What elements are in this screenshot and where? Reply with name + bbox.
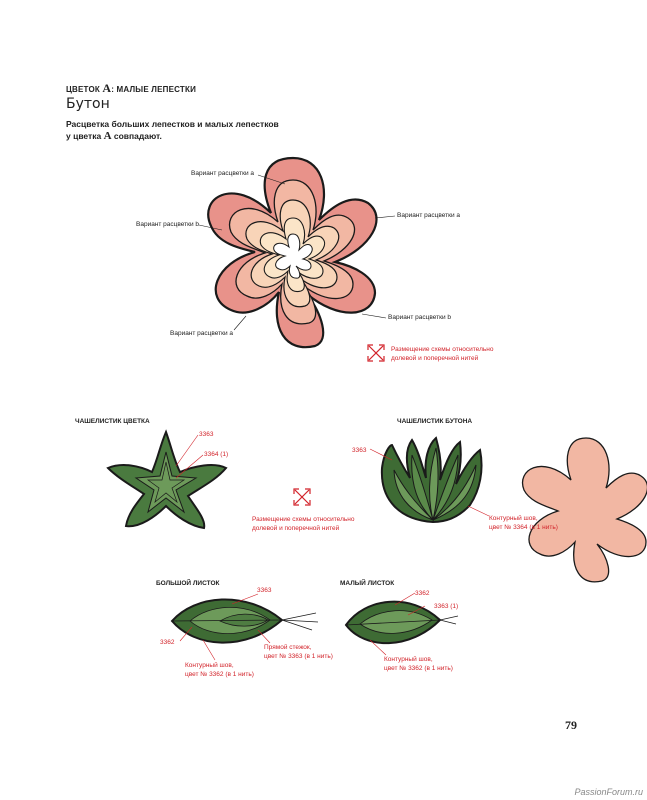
small-leaf-title: МАЛЫЙ ЛИСТОК — [340, 580, 395, 587]
flower-sepal-code2: 3364 (1) — [204, 451, 229, 458]
pointer-bottom-right — [362, 314, 386, 318]
flower-sepal-title: ЧАШЕЛИСТИК ЦВЕТКА — [75, 418, 150, 425]
pointer-right — [375, 216, 395, 218]
big-leaf-outline-note: Контурный шов, цвет № 3362 (в 1 нить) — [185, 662, 254, 678]
bud-sepal-code: 3363 — [352, 447, 367, 454]
sepal-grain-note: Размещение схемы относительно долевой и поперечной нитей — [252, 516, 355, 532]
flower-label-bottom-left: Вариант расцветки a — [170, 330, 234, 337]
grain-arrows-icon — [294, 489, 310, 505]
big-leaf-title: БОЛЬШОЙ ЛИСТОК — [156, 580, 220, 587]
big-leaf-straight-note: Прямой стежок, цвет № 3363 (в 1 нить) — [264, 644, 333, 660]
flower-label-left: Вариант расцветки b — [136, 221, 200, 228]
grain-arrows-icon — [368, 345, 384, 361]
page-number: 79 — [565, 718, 577, 732]
section-kicker: ЦВЕТОК А: МАЛЫЕ ЛЕПЕСТКИ — [66, 81, 197, 95]
small-leaf-outline-note: Контурный шов, цвет № 3362 (в 1 нить) — [384, 656, 453, 672]
flower-sepal-diagram — [108, 432, 229, 528]
bud-sepal-note: Контурный шов, цвет № 3364 (в 1 нить) — [489, 515, 558, 531]
watermark: PassionForum.ru — [574, 787, 643, 797]
flower-label-bottom-right: Вариант расцветки b — [388, 314, 452, 321]
flower-label-top: Вариант расцветки a — [191, 170, 255, 177]
pointer-bottom-left — [234, 316, 246, 330]
small-leaf-code-top: 3362 — [415, 590, 430, 597]
big-leaf-diagram — [172, 599, 318, 642]
big-leaf-code-top: 3363 — [257, 587, 272, 594]
flower-grain-note: Размещение схемы относительно долевой и поперечной нитей — [391, 346, 494, 362]
big-leaf-code-left: 3362 — [160, 639, 175, 646]
small-leaf-code-right: 3363 (1) — [434, 603, 459, 610]
flower-label-right: Вариант расцветки a — [397, 212, 461, 219]
flower-sepal-code1: 3363 — [199, 431, 214, 438]
flower-layer-2 — [523, 438, 647, 582]
page-title: Бутон — [66, 96, 110, 112]
bud-sepal-diagram — [382, 438, 482, 522]
bud-sepal-title: ЧАШЕЛИСТИК БУТОНА — [397, 418, 473, 425]
intro-text: Расцветка больших лепестков и малых лепестков у цветка А совпадают. — [66, 119, 279, 142]
